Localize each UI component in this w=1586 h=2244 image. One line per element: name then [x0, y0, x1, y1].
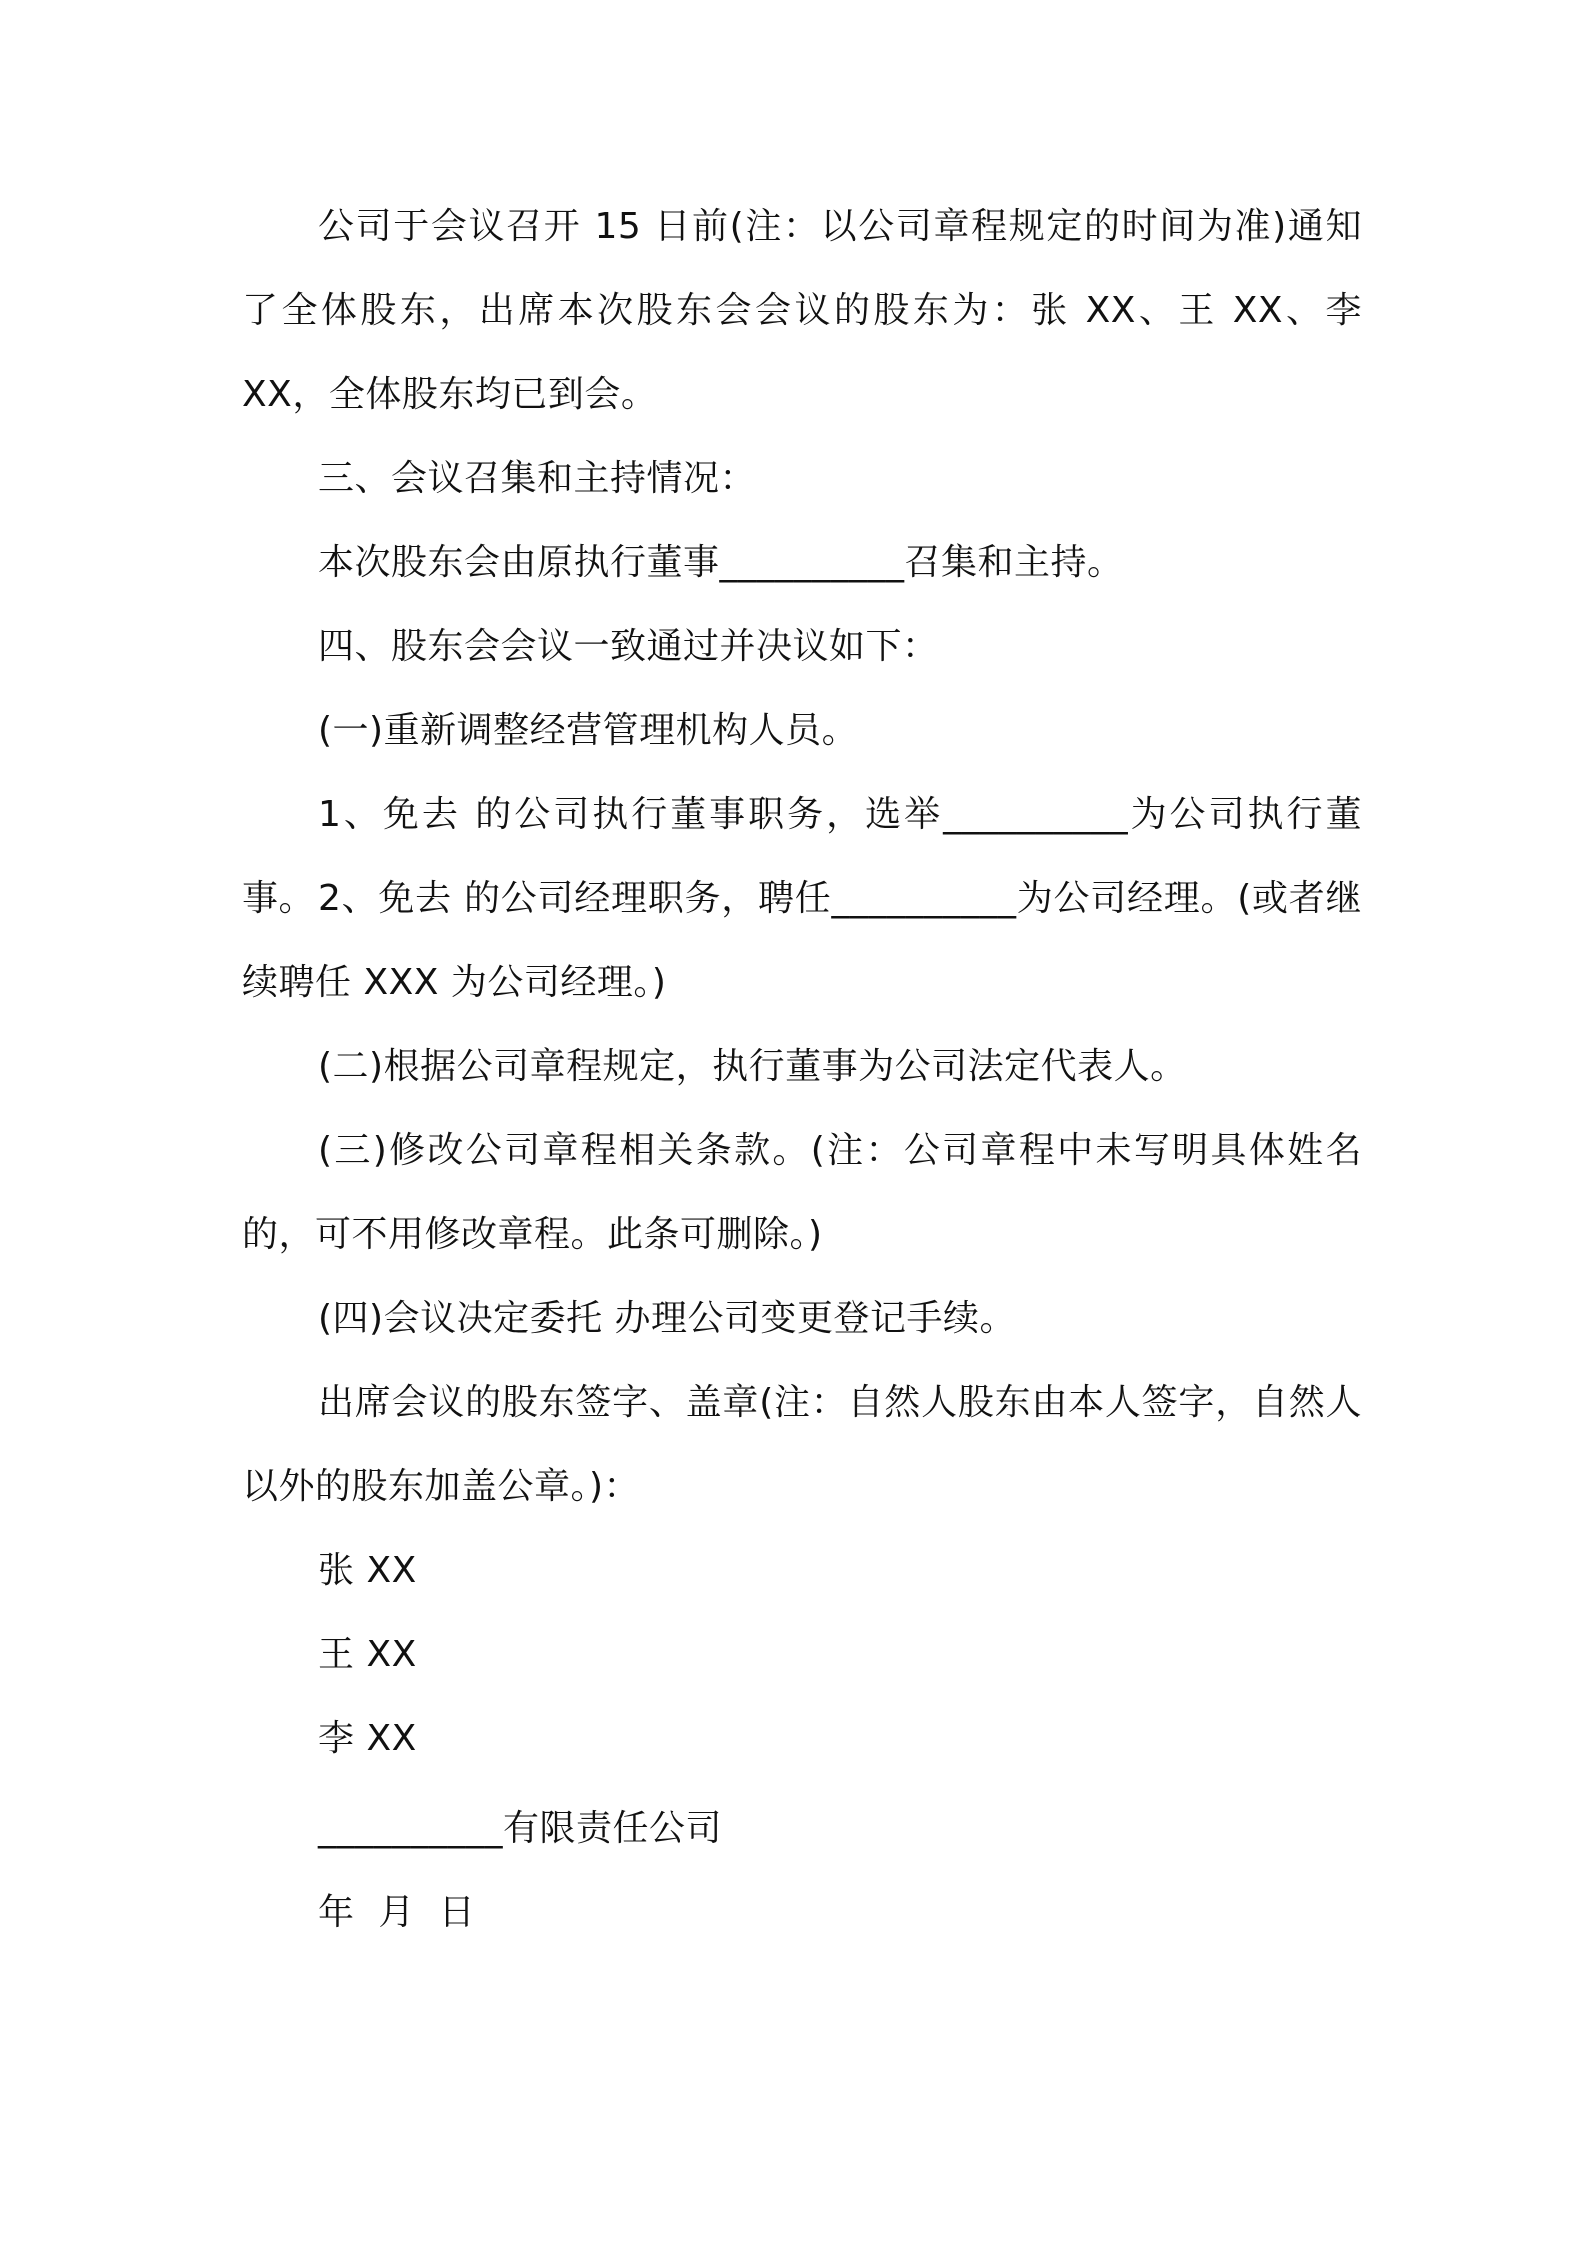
resolution-4: (四)会议决定委托 办理公司变更登记手续。 [318, 1298, 1017, 1339]
resolution-3: (三)修改公司章程相关条款。(注：公司章程中未写明具体姓名的，可不用修改章程。此条可删除。) [242, 1130, 1362, 1255]
resolution-1-item-2: 2、免去 的公司经理职务，聘任__________为公司经理。(或者继续聘任 XXX 为公司经理。) [242, 878, 1362, 1003]
resolution-2: (二)根据公司章程规定，执行董事为公司法定代表人。 [318, 1046, 1187, 1087]
paragraph-convener: 本次股东会由原执行董事__________召集和主持。 [318, 542, 1124, 583]
signatory-li: 李 XX [318, 1718, 417, 1759]
signatory-zhang: 张 XX [318, 1550, 417, 1591]
company-name-line: __________有限责任公司 [318, 1808, 723, 1849]
heading-resolutions: 四、股东会会议一致通过并决议如下： [318, 626, 939, 667]
signatory-wang: 王 XX [318, 1634, 417, 1675]
resolution-1: (一)重新调整经营管理机构人员。 [318, 710, 859, 751]
date-line: 年 月 日 [318, 1892, 476, 1933]
resolution-1-item-1: 1、免去 的公司执行董事职务，选举__________为公司执行董事。 [242, 794, 1362, 919]
paragraph-notice: 公司于会议召开 15 日前(注：以公司章程规定的时间为准)通知了全体股东，出席本次股东会会议的股东为：张 XX、王 XX、李 XX，全体股东均已到会。 [242, 206, 1374, 415]
paragraph-signatures: 出席会议的股东签字、盖章(注：自然人股东由本人签字，自然人以外的股东加盖公章。)： [242, 1382, 1362, 1507]
heading-convening: 三、会议召集和主持情况： [318, 458, 757, 499]
